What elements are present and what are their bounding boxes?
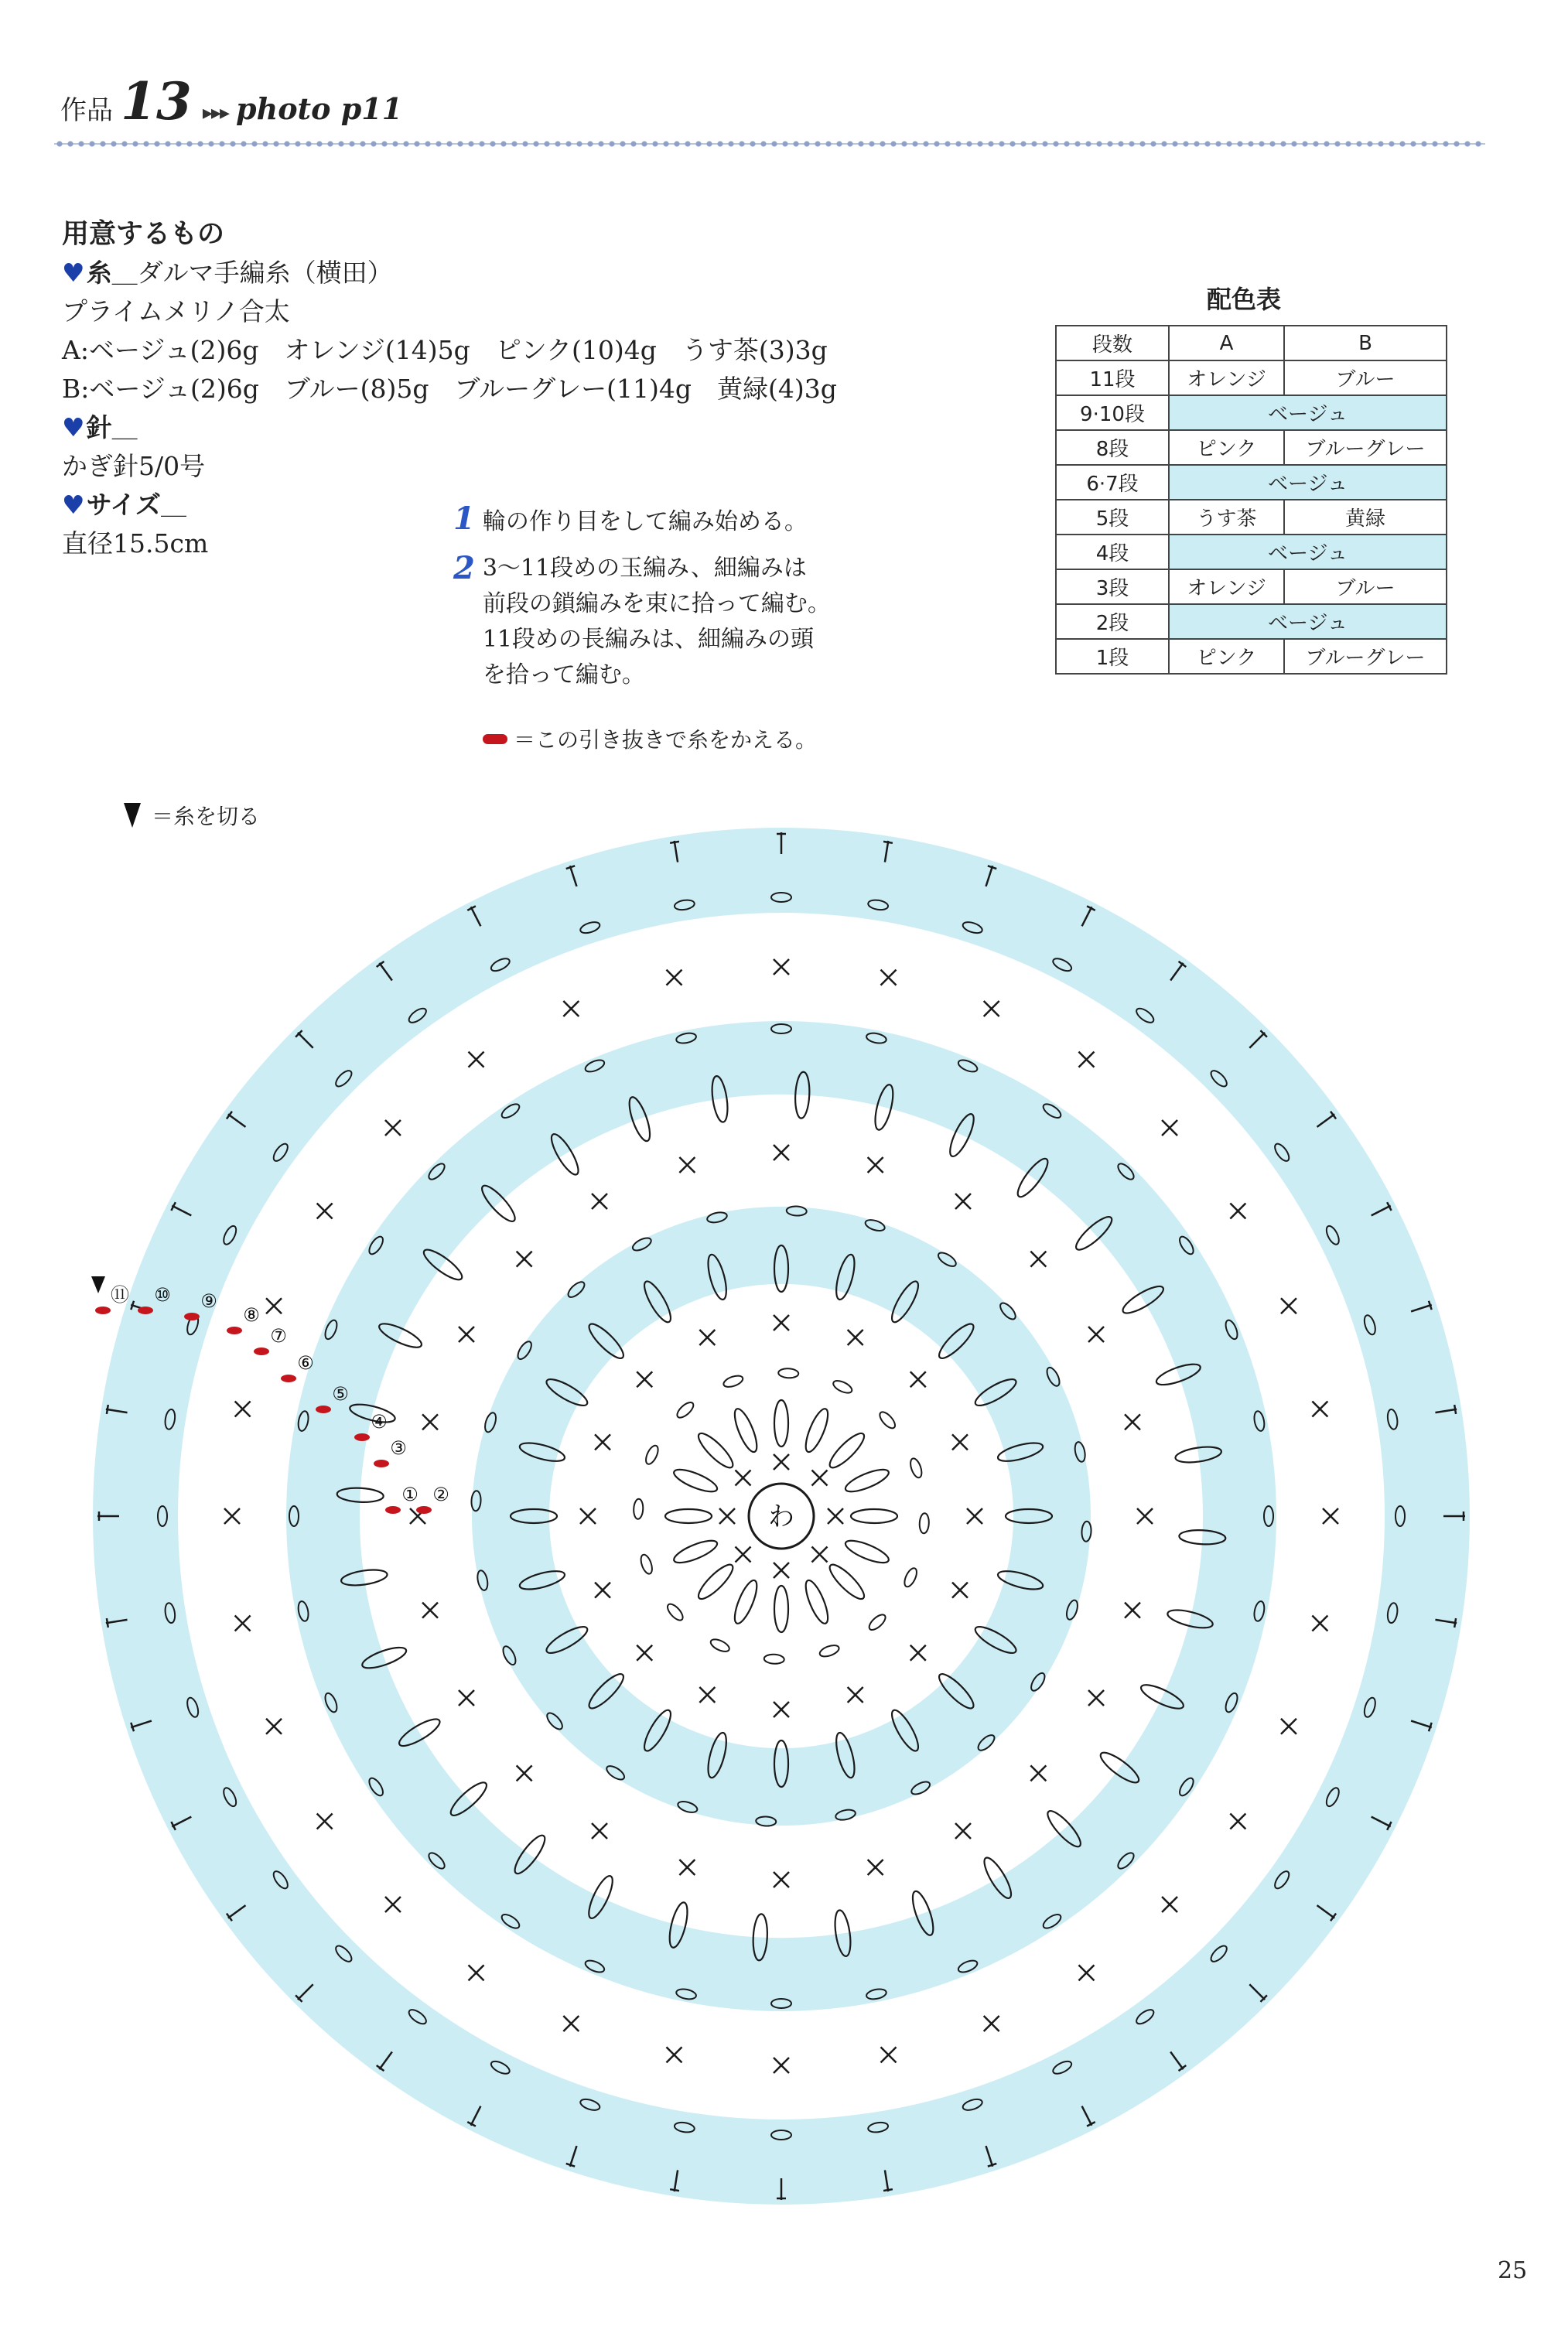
needle-heading: 針 bbox=[86, 412, 112, 442]
color-change-note bbox=[483, 723, 817, 754]
single-crochet-mark bbox=[517, 1252, 532, 1267]
table-cell: ブルー bbox=[1284, 360, 1447, 395]
table-cell: ブルーグレー bbox=[1284, 639, 1447, 674]
chain-stitch-mark bbox=[764, 1654, 784, 1664]
round-marker: ⑤ bbox=[332, 1383, 349, 1405]
single-crochet-mark bbox=[1030, 1765, 1046, 1781]
single-crochet-mark bbox=[1088, 1690, 1104, 1706]
puff-stitch-mark bbox=[730, 1406, 761, 1454]
single-crochet-mark bbox=[952, 1434, 968, 1450]
magic-ring-label: わ bbox=[768, 1501, 794, 1532]
chain-stitch-mark bbox=[919, 1513, 929, 1534]
table-cell: ピンク bbox=[1169, 639, 1284, 674]
single-crochet-mark bbox=[317, 1813, 333, 1829]
single-crochet-mark bbox=[910, 1645, 926, 1661]
single-crochet-mark bbox=[910, 1371, 926, 1387]
single-crochet-mark bbox=[592, 1194, 607, 1209]
single-crochet-mark bbox=[580, 1508, 596, 1524]
needle-value: かぎ針5/0号 bbox=[62, 451, 206, 481]
table-cell: 9·10段 bbox=[1056, 395, 1169, 430]
table-cell: ベージュ bbox=[1169, 395, 1447, 430]
color-change-mark bbox=[227, 1327, 242, 1334]
table-row bbox=[1056, 465, 1447, 500]
single-crochet-mark bbox=[1312, 1401, 1327, 1416]
table-cell: ブルー bbox=[1284, 569, 1447, 604]
single-crochet-mark bbox=[637, 1371, 652, 1387]
chain-stitch-mark bbox=[902, 1566, 919, 1589]
materials-title: 用意するもの bbox=[62, 218, 225, 250]
underscore: ＿ bbox=[111, 258, 138, 288]
color-change-mark bbox=[95, 1307, 111, 1314]
table-row bbox=[1056, 500, 1447, 535]
step-2-number: 2 bbox=[453, 550, 475, 586]
color-table bbox=[1055, 325, 1447, 675]
single-crochet-mark bbox=[736, 1546, 751, 1562]
round-marker: ⑧ bbox=[243, 1304, 260, 1326]
single-crochet-mark bbox=[1137, 1508, 1153, 1524]
single-crochet-mark bbox=[235, 1401, 251, 1416]
puff-stitch-mark bbox=[695, 1430, 737, 1472]
heart-icon: ♥ bbox=[62, 490, 85, 520]
color-change-mark bbox=[281, 1375, 296, 1382]
single-crochet-mark bbox=[595, 1583, 610, 1598]
table-cell: 4段 bbox=[1056, 535, 1169, 569]
puff-stitch-mark bbox=[851, 1509, 897, 1523]
table-cell: 8段 bbox=[1056, 430, 1169, 465]
puff-stitch-mark bbox=[825, 1560, 868, 1603]
chain-stitch-mark bbox=[877, 1409, 897, 1430]
single-crochet-mark bbox=[881, 970, 897, 985]
underscore: ＿ bbox=[111, 412, 138, 442]
step-1-text: 輪の作り目をして編み始める。 bbox=[482, 508, 808, 535]
cut-yarn-triangle-icon bbox=[91, 1276, 105, 1293]
single-crochet-mark bbox=[1125, 1414, 1140, 1430]
table-cell: 5段 bbox=[1056, 500, 1169, 535]
table-cell: ベージュ bbox=[1169, 535, 1447, 569]
color-change-mark bbox=[184, 1313, 200, 1320]
chain-stitch-mark bbox=[634, 1498, 644, 1519]
single-crochet-mark bbox=[774, 1702, 789, 1717]
single-crochet-mark bbox=[666, 2047, 682, 2062]
single-crochet-mark bbox=[224, 1508, 240, 1524]
colorway-b: B:ベージュ(2)6g ブルー(8)5g ブルーグレー(11)4g 黄緑(4)3g bbox=[62, 374, 837, 404]
chain-stitch-mark bbox=[675, 1400, 695, 1420]
size-heading: サイズ bbox=[86, 490, 161, 520]
single-crochet-mark bbox=[469, 1052, 484, 1067]
single-crochet-mark bbox=[679, 1157, 695, 1173]
table-cell: 1段 bbox=[1056, 639, 1169, 674]
table-cell: 黄緑 bbox=[1284, 500, 1447, 535]
yarn-heading: 糸 bbox=[86, 258, 112, 288]
puff-stitch-mark bbox=[774, 1586, 788, 1632]
single-crochet-mark bbox=[1323, 1508, 1338, 1524]
single-crochet-mark bbox=[422, 1603, 438, 1618]
single-crochet-mark bbox=[666, 970, 682, 985]
single-crochet-mark bbox=[422, 1414, 438, 1430]
single-crochet-mark bbox=[517, 1765, 532, 1781]
single-crochet-mark bbox=[1030, 1252, 1046, 1267]
single-crochet-mark bbox=[459, 1327, 474, 1342]
red-slip-stitch-icon bbox=[483, 734, 507, 744]
single-crochet-mark bbox=[967, 1508, 982, 1524]
crochet-chart bbox=[54, 797, 1508, 2251]
puff-stitch-mark bbox=[774, 1400, 788, 1447]
table-cell: 2段 bbox=[1056, 604, 1169, 639]
table-row bbox=[1056, 639, 1447, 674]
round-marker: ② bbox=[432, 1484, 449, 1505]
chain-stitch-mark bbox=[908, 1457, 924, 1480]
arrow-icons: ▸▸▸ bbox=[202, 101, 229, 125]
color-change-mark bbox=[254, 1348, 269, 1355]
single-crochet-mark bbox=[848, 1687, 863, 1703]
single-crochet-mark bbox=[1088, 1327, 1104, 1342]
table-cell: オレンジ bbox=[1169, 569, 1284, 604]
chain-stitch-mark bbox=[866, 1612, 887, 1632]
step-1-number: 1 bbox=[453, 500, 475, 537]
table-cell: 段数 bbox=[1056, 326, 1169, 360]
size-value: 直径15.5cm bbox=[62, 528, 209, 558]
color-table-title: 配色表 bbox=[1207, 285, 1282, 314]
puff-stitch-mark bbox=[801, 1406, 832, 1454]
cut-yarn-text: ＝糸を切る bbox=[152, 804, 261, 829]
single-crochet-mark bbox=[774, 1563, 789, 1578]
color-change-mark bbox=[416, 1506, 432, 1514]
single-crochet-mark bbox=[984, 1001, 999, 1016]
puff-stitch-mark bbox=[665, 1509, 712, 1523]
single-crochet-mark bbox=[719, 1508, 735, 1524]
round-marker: ⑥ bbox=[297, 1352, 314, 1374]
chain-stitch-mark bbox=[818, 1643, 841, 1658]
single-crochet-mark bbox=[699, 1687, 715, 1703]
table-cell: ベージュ bbox=[1169, 465, 1447, 500]
color-change-mark bbox=[354, 1433, 370, 1441]
single-crochet-mark bbox=[955, 1194, 971, 1209]
round-marker: ① bbox=[401, 1484, 418, 1505]
single-crochet-mark bbox=[592, 1823, 607, 1839]
chain-stitch-mark bbox=[709, 1637, 731, 1654]
single-crochet-mark bbox=[1281, 1719, 1296, 1734]
round-marker: ⑪ bbox=[111, 1284, 129, 1306]
page-header bbox=[60, 71, 402, 141]
single-crochet-mark bbox=[469, 1965, 484, 1980]
puff-stitch-mark bbox=[695, 1560, 737, 1603]
single-crochet-mark bbox=[955, 1823, 971, 1839]
single-crochet-mark bbox=[868, 1157, 883, 1173]
step-1 bbox=[453, 501, 831, 540]
table-cell: 11段 bbox=[1056, 360, 1169, 395]
single-crochet-mark bbox=[1281, 1298, 1296, 1313]
puff-stitch-mark bbox=[801, 1578, 832, 1626]
chain-stitch-mark bbox=[665, 1601, 685, 1622]
table-row bbox=[1056, 569, 1447, 604]
heart-icon: ♥ bbox=[62, 258, 85, 288]
single-crochet-mark bbox=[828, 1508, 843, 1524]
puff-stitch-mark bbox=[843, 1465, 891, 1496]
single-crochet-mark bbox=[736, 1471, 751, 1486]
single-crochet-mark bbox=[984, 2016, 999, 2031]
single-crochet-mark bbox=[679, 1860, 695, 1875]
color-change-mark bbox=[385, 1506, 401, 1514]
single-crochet-mark bbox=[317, 1204, 333, 1219]
step-2-line: 3〜11段めの玉編み、細編みは bbox=[482, 555, 807, 582]
color-change-mark bbox=[374, 1460, 389, 1467]
puff-stitch-mark bbox=[825, 1430, 868, 1472]
single-crochet-mark bbox=[1230, 1813, 1245, 1829]
table-cell: ブルーグレー bbox=[1284, 430, 1447, 465]
step-2 bbox=[453, 551, 831, 693]
table-header-row bbox=[1056, 326, 1447, 360]
table-cell: B bbox=[1284, 326, 1447, 360]
round-marker: ⑦ bbox=[270, 1325, 287, 1347]
single-crochet-mark bbox=[563, 2016, 579, 2031]
work-number: 13 bbox=[121, 71, 192, 132]
single-crochet-mark bbox=[952, 1583, 968, 1598]
round-marker: ⑨ bbox=[200, 1290, 217, 1312]
single-crochet-mark bbox=[699, 1330, 715, 1345]
instructions bbox=[453, 501, 831, 693]
puff-stitch-mark bbox=[671, 1465, 719, 1496]
table-cell: ピンク bbox=[1169, 430, 1284, 465]
table-row bbox=[1056, 360, 1447, 395]
chain-stitch-mark bbox=[723, 1374, 745, 1389]
color-change-text: ＝この引き抜きで糸をかえる。 bbox=[514, 727, 818, 753]
color-change-mark bbox=[138, 1307, 153, 1314]
single-crochet-mark bbox=[385, 1120, 401, 1136]
single-crochet-mark bbox=[563, 1001, 579, 1016]
chain-stitch-mark bbox=[639, 1553, 654, 1576]
single-crochet-mark bbox=[868, 1860, 883, 1875]
single-crochet-mark bbox=[1312, 1616, 1327, 1631]
table-cell: オレンジ bbox=[1169, 360, 1284, 395]
yarn-name: ダルマ手編糸（横田） bbox=[137, 258, 393, 288]
puff-stitch-mark bbox=[843, 1536, 891, 1567]
single-crochet-mark bbox=[774, 1145, 789, 1160]
single-crochet-mark bbox=[1230, 1204, 1245, 1219]
table-cell: 3段 bbox=[1056, 569, 1169, 604]
table-row bbox=[1056, 535, 1447, 569]
single-crochet-mark bbox=[266, 1298, 282, 1313]
single-crochet-mark bbox=[881, 2047, 897, 2062]
single-crochet-mark bbox=[235, 1616, 251, 1631]
table-row bbox=[1056, 395, 1447, 430]
table-cell: A bbox=[1169, 326, 1284, 360]
puff-stitch-mark bbox=[730, 1578, 761, 1626]
yarn-line: プライムメリノ合太 bbox=[62, 296, 290, 326]
round-marker: ④ bbox=[371, 1411, 388, 1433]
chain-stitch-mark bbox=[832, 1378, 854, 1395]
single-crochet-mark bbox=[1078, 1965, 1094, 1980]
puff-stitch-mark bbox=[671, 1536, 719, 1567]
decorative-band bbox=[54, 136, 1485, 152]
single-crochet-mark bbox=[1078, 1052, 1094, 1067]
work-label: 作品 bbox=[60, 95, 113, 126]
single-crochet-mark bbox=[774, 2058, 789, 2073]
single-crochet-mark bbox=[1162, 1120, 1177, 1136]
single-crochet-mark bbox=[459, 1690, 474, 1706]
round-marker: ③ bbox=[390, 1437, 407, 1459]
single-crochet-mark bbox=[774, 1872, 789, 1887]
single-crochet-mark bbox=[1162, 1897, 1177, 1912]
single-crochet-mark bbox=[385, 1897, 401, 1912]
single-crochet-mark bbox=[774, 959, 789, 975]
color-change-mark bbox=[316, 1406, 331, 1413]
page-number: 25 bbox=[1498, 2257, 1528, 2284]
photo-reference: photo p11 bbox=[236, 91, 403, 126]
step-2-line: 前段の鎖編みを束に拾って編む。 bbox=[482, 590, 831, 617]
table-row bbox=[1056, 604, 1447, 639]
yarn-heading-row bbox=[62, 254, 837, 292]
step-2-line: 11段めの長編みは、細編みの頭 bbox=[482, 626, 815, 653]
single-crochet-mark bbox=[811, 1546, 827, 1562]
table-cell: 6·7段 bbox=[1056, 465, 1169, 500]
heart-icon: ♥ bbox=[62, 412, 85, 442]
colorway-a: A:ベージュ(2)6g オレンジ(14)5g ピンク(10)4g うす茶(3)3g bbox=[62, 335, 828, 365]
single-crochet-mark bbox=[266, 1719, 282, 1734]
single-crochet-mark bbox=[848, 1330, 863, 1345]
single-crochet-mark bbox=[1125, 1603, 1140, 1618]
single-crochet-mark bbox=[811, 1471, 827, 1486]
single-crochet-mark bbox=[774, 1315, 789, 1330]
single-crochet-mark bbox=[637, 1645, 652, 1661]
step-2-line: を拾って編む。 bbox=[482, 661, 645, 688]
table-cell: うす茶 bbox=[1169, 500, 1284, 535]
needle-heading-row bbox=[62, 408, 837, 447]
chain-stitch-mark bbox=[778, 1368, 799, 1378]
table-row bbox=[1056, 430, 1447, 465]
single-crochet-mark bbox=[595, 1434, 610, 1450]
chain-stitch-mark bbox=[644, 1443, 661, 1466]
single-crochet-mark bbox=[774, 1454, 789, 1470]
round-marker: ⑩ bbox=[154, 1284, 171, 1306]
underscore: ＿ bbox=[160, 490, 186, 520]
table-cell: ベージュ bbox=[1169, 604, 1447, 639]
